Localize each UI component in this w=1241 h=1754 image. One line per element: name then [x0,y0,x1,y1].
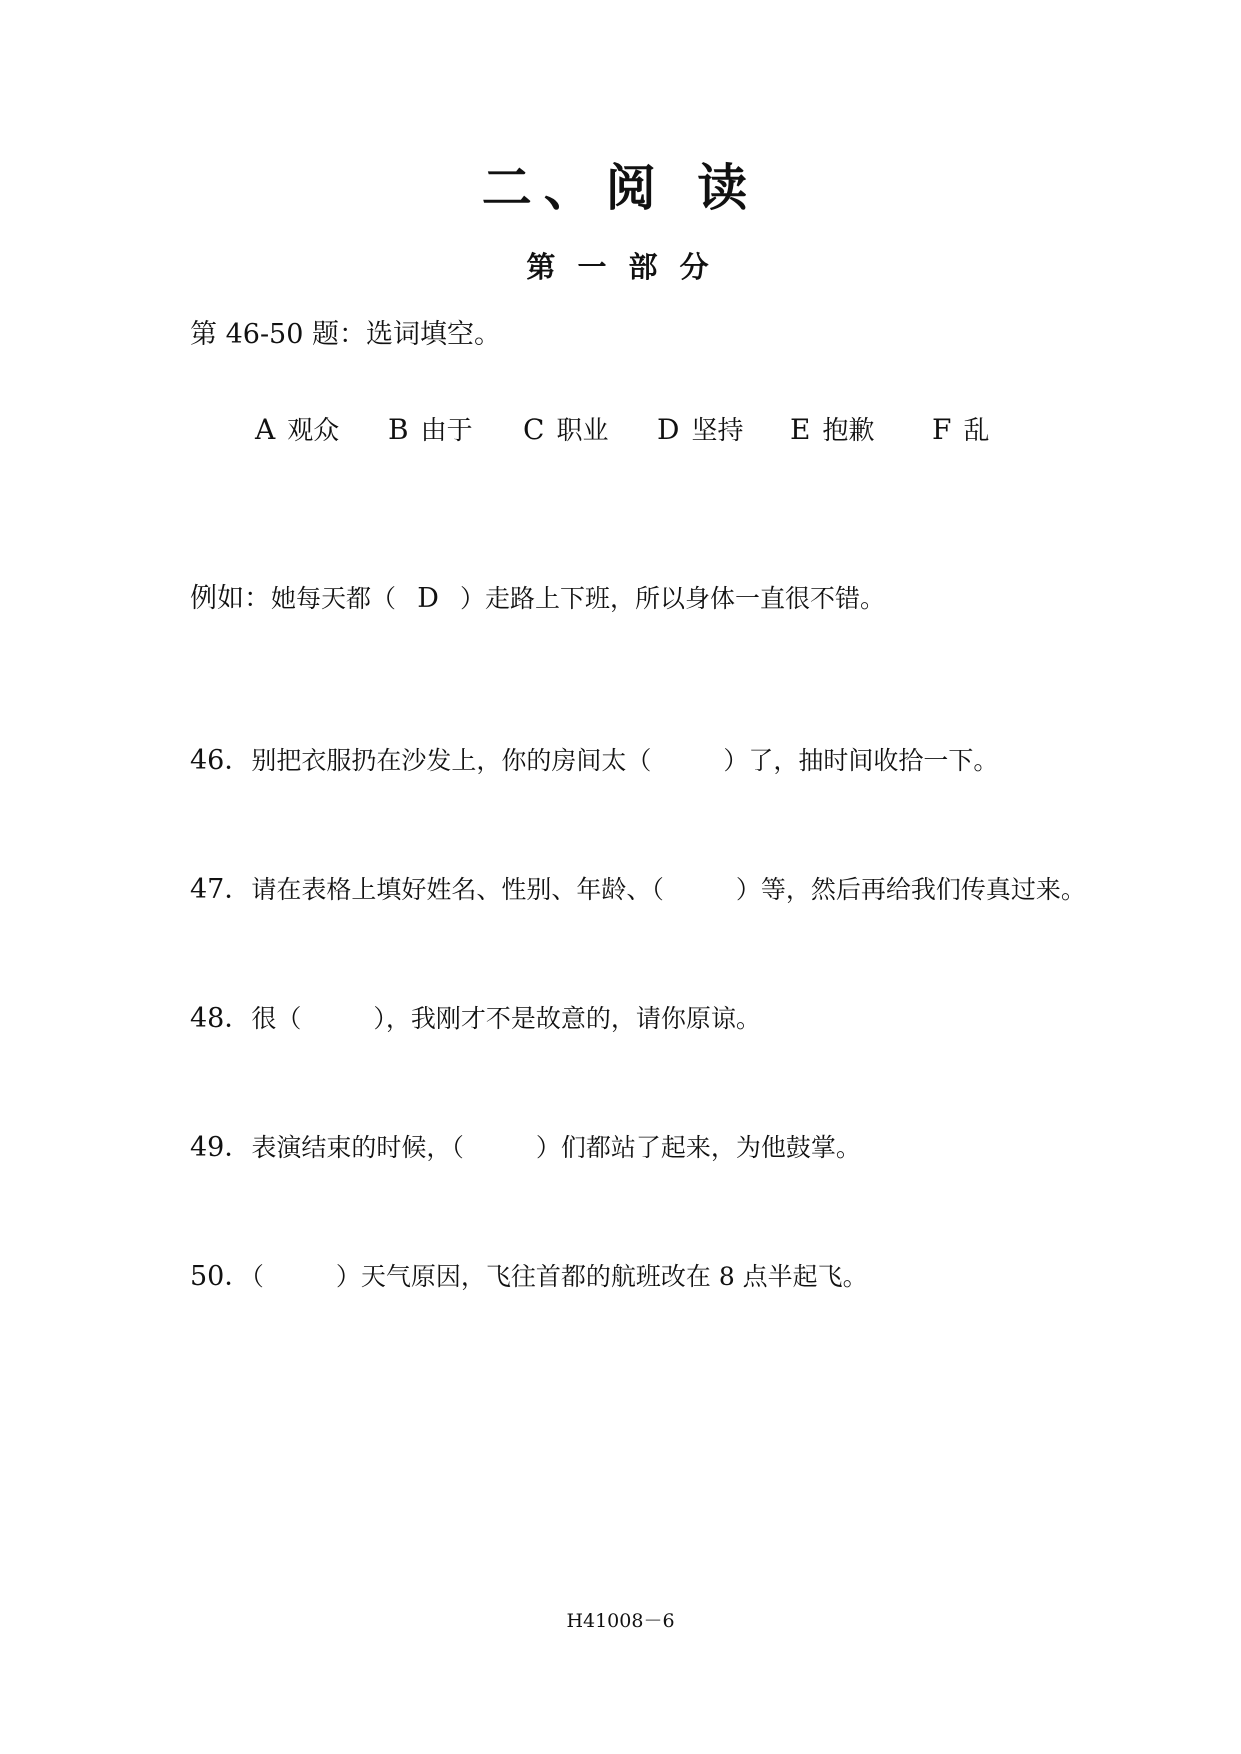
option-letter: A [255,413,276,446]
question-text-before: 表演结束的时候，（ [251,1133,464,1162]
question-number: 46． [190,745,252,776]
question-46 [190,738,998,777]
option-word: 坚持 [691,416,744,446]
question-text-after: ）天气原因，飞往首都的航班改在 8 点半起飞。 [335,1262,868,1291]
option-word: 由于 [420,416,473,446]
question-text-before: 请在表格上填好姓名、性别、年龄、（ [251,875,664,904]
part-title: 第 一 部 分 [526,250,715,284]
question-number: 48． [190,1003,252,1034]
option-letter: B [388,413,409,446]
page-footer: H41008－6 [566,1610,675,1632]
question-number: 50． [190,1261,252,1292]
question-text-before: 别把衣服扔在沙发上，你的房间太（ [251,746,652,775]
question-number: 47． [190,874,252,905]
option-letter: E [790,413,811,446]
example-answer: D [417,583,439,614]
instructions: 第 46-50 题：选词填空。 [190,319,502,350]
option-e [790,410,874,447]
example-lead: 例如： [190,583,271,614]
option-f [932,410,989,447]
question-number: 49． [190,1132,252,1163]
option-word: 职业 [556,416,609,446]
option-c [523,410,608,447]
option-letter: D [657,413,680,446]
example-after: ）走路上下班，所以身体一直很不错。 [460,584,886,613]
question-47 [190,867,1086,906]
question-text-after: ）了，抽时间收拾一下。 [723,746,999,775]
example-sentence [190,576,885,615]
option-b [388,410,473,447]
question-text-after: ）们都站了起来，为他鼓掌。 [535,1133,861,1162]
section-title: 二、阅 读 [481,159,760,217]
option-letter: F [932,413,952,446]
option-a [255,410,339,447]
example-before: 她每天都（ [271,584,397,613]
question-48 [190,996,761,1035]
question-50 [190,1254,868,1293]
option-word: 观众 [287,416,340,446]
option-word: 抱歉 [822,416,875,446]
option-word: 乱 [963,416,990,446]
question-text-before: （ [251,1262,264,1291]
option-d [657,410,743,447]
question-text-after: ），我刚才不是故意的，请你原谅。 [373,1004,761,1033]
option-letter: C [523,413,545,446]
question-text-after: ）等，然后再给我们传真过来。 [735,875,1086,904]
word-options [0,410,1241,450]
question-text-before: 很（ [251,1004,302,1033]
question-49 [190,1125,861,1164]
